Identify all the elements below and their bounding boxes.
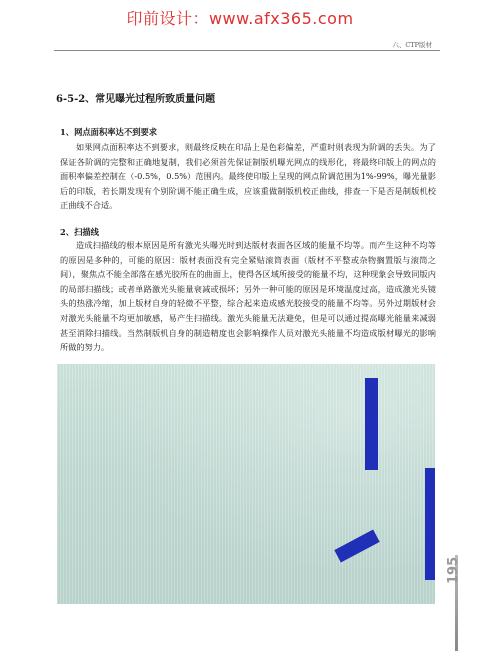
section-title: 6-5-2、常见曝光过程所致质量问题 (56, 94, 216, 105)
running-head: 六、CTP版材 (392, 41, 432, 49)
subsection-title-dot-area: 1、网点面积率达不到要求 (60, 127, 158, 137)
subsection-title-scan-lines: 2、扫描线 (60, 227, 99, 237)
blue-bar-top (365, 378, 378, 470)
paragraph-scan-lines: 造成扫描线的根本原因是所有激光头曝光时到达版材表面各区域的能量不均等。而产生这种不均等的原因是多种的，可能的原因：版材表面没有完全紧贴滚筒表面（版材不平整或杂物搁置版与滚筒之间），聚焦点不能全部落在感光胶所在的曲面上，使得各区域所接受的能量不均，这种现象会导致同版内的局部扫描线；或者单路激光头能量衰减或损坏；另外一种可能的原因是环境温度过高，造成激光头镜头的热涨冷缩，加上版材自身的轻微不平整，综合起来造成感光胶接受的能量不均等。另外过期版材会对激光头能量不均更加敏感，易产生扫描线。激光头能量无法避免，但是可以通过提高曝光能量来减弱甚至消除扫描线。当然制版机自身的制造精度也会影响操作人员对激光头能量不均造成版材曝光的影响所做的努力。 (60, 240, 436, 353)
paragraph-dot-area: 如果网点面积率达不到要求，则最终反映在印品上是色彩偏差，严重时则表现为阶调的丢失。为了保证各阶调的完整和正确地复制，我们必须首先保证制版机曝光网点的线形化，将最终印版上的网点的面积率偏差控制在（-0.5%，0.5%）范围内。最终使印版上呈现的网点阶调范围为1%-99%，曝光量影后的印版，若长期发现有个别阶调不能正确生成，应该重做制版机校正曲线，排查一下是否是制版机校正曲线不合适。 (60, 142, 436, 211)
plate-scan-line-photo (57, 364, 435, 604)
header-rule (54, 50, 440, 51)
page-number: 195 (446, 556, 461, 584)
photo-lighting (57, 364, 435, 604)
watermark-text: 印前设计：www.afx365.com (126, 9, 354, 28)
blue-bar-right (425, 468, 435, 580)
